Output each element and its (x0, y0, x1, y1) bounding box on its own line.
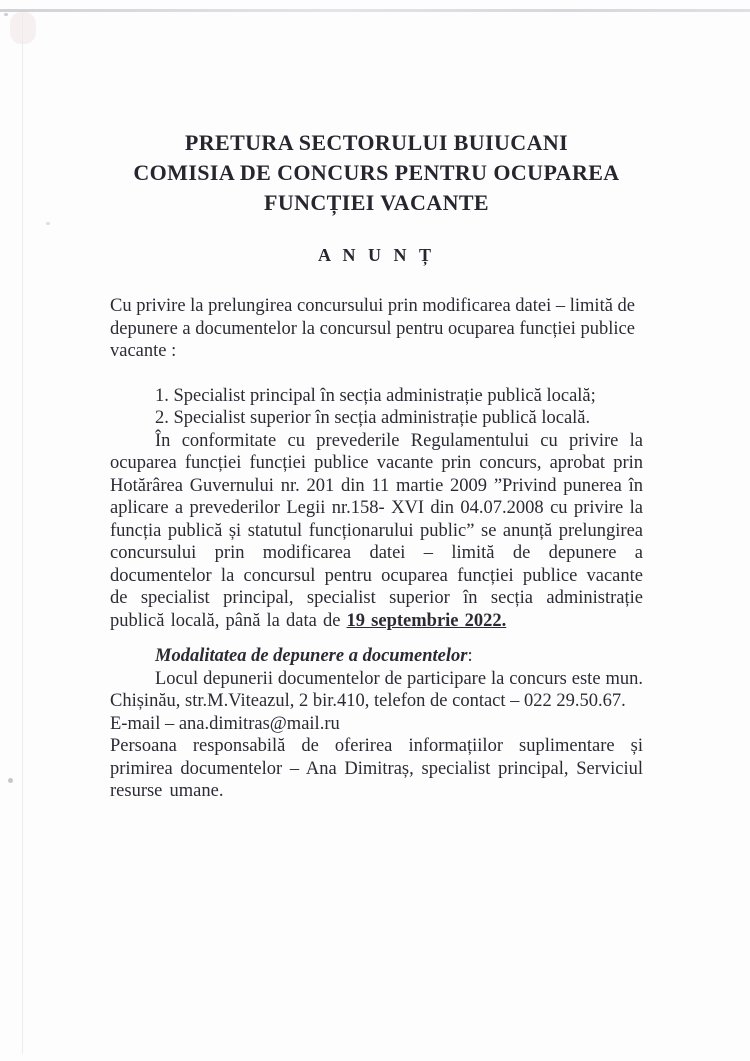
scan-edge-artifact-left (22, 14, 23, 1054)
body-paragraph-text: În conformitate cu prevederile Regulamentului cu privire la ocuparea funcției funcției publice vacante prin concurs, aprobat prin Hotărârea Guvernului nr. 201 din 11 martie 2009 ”Privind punerea în aplicare a prevederilor Legii nr.158- XVI din 04.07.2008 cu privire la funcția publică și statutul funcționarului public” se anunță prelungirea concursului prin modificarea datei – limită de depunere a documentelor la concursul pentru ocuparea funcției publice vacante de specialist principal, specialist superior în secția administrație publică locală, până la data de (110, 430, 643, 631)
vacant-positions-list (110, 385, 643, 430)
scan-edge-artifact-top (0, 9, 750, 12)
document-content (110, 128, 643, 803)
intro-paragraph: Cu privire la prelungirea concursului prin modificarea datei – limită de depunere a documentelor la concursul pentru ocuparea funcției publice vacante : (110, 296, 636, 361)
title-line-1: PRETURA SECTORULUI BUIUCANI (184, 130, 569, 155)
position-item-1: 1. Specialist principal în secția administrație publică locală; (155, 385, 596, 406)
scan-speck-artifact (46, 222, 50, 225)
body-paragraph (110, 430, 643, 633)
scan-speck-artifact (8, 778, 13, 783)
title-line-3: FUNCȚIEI VACANTE (263, 190, 490, 215)
announcement-heading: A N U N Ț (317, 245, 435, 265)
submission-email-line: E-mail – ana.dimitras@mail.ru (110, 713, 340, 734)
submission-location-line: Locul depunerii documentelor de participare la concurs este mun. Chișinău, str.M.Viteazul, 2 bir.410, telefon de contact – 022 29.50.67. (110, 668, 643, 711)
submission-heading (110, 645, 643, 668)
submission-heading-colon: : (467, 646, 473, 666)
title-line-2: COMISIA DE CONCURS PENTRU OCUPAREA (133, 160, 620, 185)
scan-speck-artifact (4, 13, 8, 16)
submission-contact-line: Persoana responsabilă de oferirea informațiilor suplimentare și primirea documentelor – Ana Dimitraș, specialist principal, Serviciul resurse umane. (110, 736, 643, 801)
document-title (110, 128, 643, 218)
deadline-date: 19 septembrie 2022. (346, 610, 507, 631)
scan-smudge-artifact (10, 12, 36, 44)
submission-heading-text: Modalitatea de depunere a documentelor (155, 646, 468, 666)
position-item-2: 2. Specialist superior în secția administrație publică locală. (155, 408, 591, 428)
